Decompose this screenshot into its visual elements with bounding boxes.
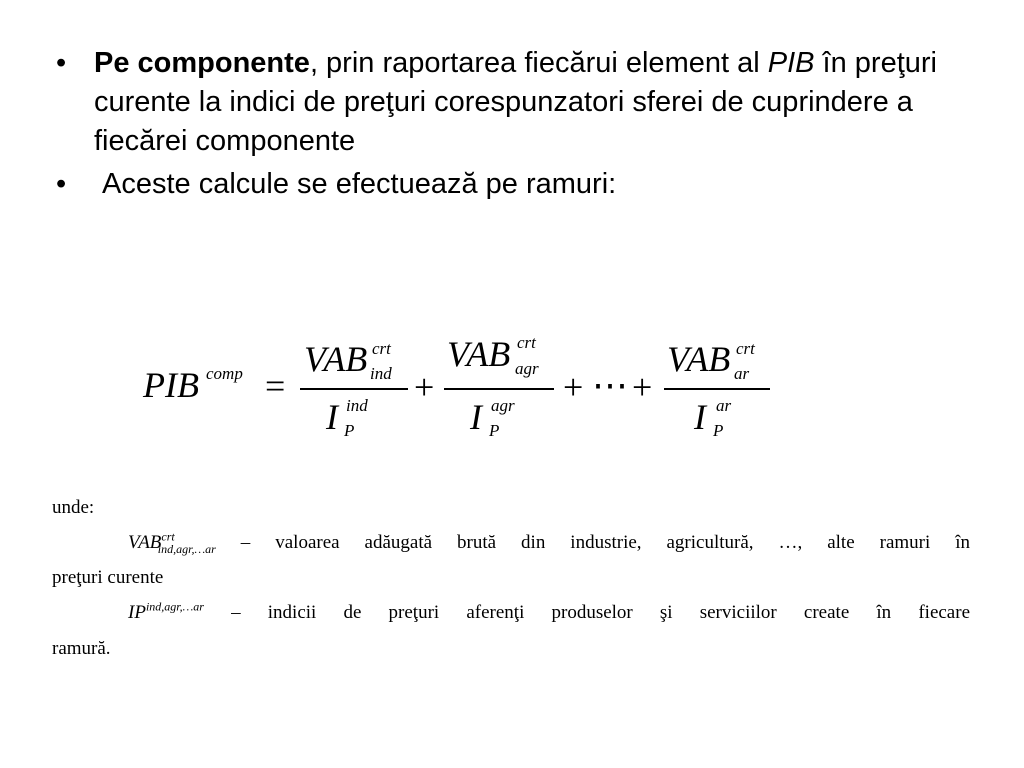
- term1-denominator: I: [326, 397, 338, 437]
- term1-numerator: VAB: [304, 339, 368, 379]
- term3-den-sub: P: [713, 421, 724, 440]
- term3-num-sup: crt: [736, 339, 755, 358]
- plus-2: +: [563, 367, 584, 407]
- bullet-dot: •: [56, 47, 67, 79]
- bullet-1-italic: PIB: [767, 47, 815, 79]
- bullet-2-text: Aceste calcule se efectuează pe ramuri:: [102, 167, 617, 200]
- term3-numerator: VAB: [667, 339, 731, 379]
- vab-definition: – valoarea adăugată brută din industrie, agricultură, …, alte ramuri în: [240, 532, 971, 554]
- bullet-1-text-b: în preţuri curente la indici de preţuri corespunzatori sferei de cuprindere a fiecărei componente: [94, 47, 937, 157]
- term2-num-sup: crt: [517, 333, 536, 352]
- notes-section: [52, 490, 970, 666]
- note-vab-line: [52, 525, 970, 560]
- bullet-1-text-a: , prin raportarea fiecărui element al: [309, 47, 768, 79]
- vab-symbol-sup: crt: [161, 529, 175, 544]
- formula-equals: =: [265, 366, 286, 406]
- term1-num-sub: ind: [370, 364, 392, 383]
- plus-3: +: [632, 367, 653, 407]
- ellipsis: ⋯: [592, 365, 628, 405]
- bullet-dot: •: [56, 167, 67, 200]
- ip-symbol-sup: ind,agr,…ar: [145, 600, 204, 615]
- term1-fraction-bar: [300, 388, 408, 390]
- vab-symbol: [128, 529, 216, 556]
- term1-den-sup: ind: [346, 396, 368, 415]
- formula-lhs-sup: comp: [206, 364, 243, 383]
- term2-fraction-bar: [444, 388, 554, 390]
- term3-den-sup: ar: [716, 396, 732, 415]
- bullet-1-bold: Pe componente: [94, 47, 310, 79]
- note-ip-line: [52, 595, 970, 630]
- term1-den-sub: P: [344, 421, 355, 440]
- notes-heading: unde:: [52, 497, 95, 518]
- vab-symbol-text: VAB: [128, 532, 162, 554]
- term2-numerator: VAB: [447, 334, 511, 374]
- term3-fraction-bar: [664, 388, 770, 390]
- term2-num-sub: agr: [515, 359, 539, 378]
- term3-denominator: I: [694, 397, 706, 437]
- ip-definition: – indicii de preţuri aferenţi produselor şi serviciilor create în fiecare: [231, 602, 970, 624]
- ip-symbol-text: IP: [128, 602, 146, 624]
- term2-denominator: I: [470, 397, 482, 437]
- plus-1: +: [414, 367, 435, 407]
- note-ip-cont: ramură.: [52, 637, 111, 659]
- note-vab-cont: preţuri curente: [52, 567, 164, 589]
- term1-num-sup: crt: [372, 339, 391, 358]
- vab-symbol-sub: ind,agr,…ar: [157, 541, 216, 556]
- term3-num-sub: ar: [734, 364, 750, 383]
- ip-symbol: [128, 602, 204, 623]
- term2-den-sub: P: [489, 421, 500, 440]
- formula-lhs: PIB: [143, 365, 199, 405]
- term2-den-sup: agr: [491, 396, 515, 415]
